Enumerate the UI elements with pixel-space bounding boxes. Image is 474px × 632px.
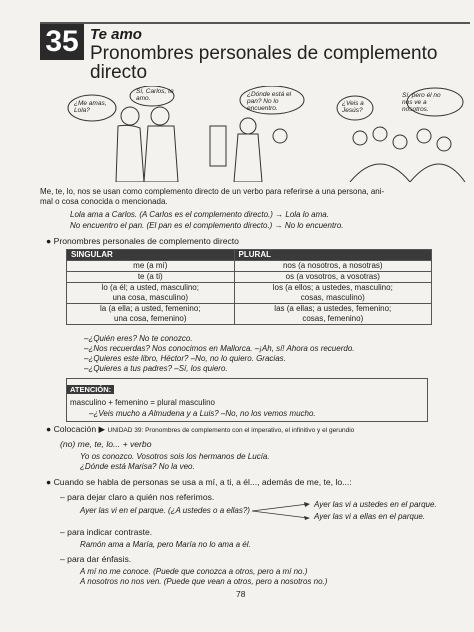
- example-2b: No lo encuentro.: [284, 221, 344, 230]
- table-cell: lo (a él; a usted, masculino; una cosa, masculino): [67, 283, 235, 304]
- example-line: A mí no me conoce. (Puede que conozca a otros, pero a mí no.): [80, 567, 308, 576]
- intro-example-2: [70, 221, 344, 231]
- table-cell: los (a ellos; a ustedes, masculino; cosas, masculino): [234, 283, 431, 304]
- bubble-text-3: ¿Dónde está el pan? No lo encuentro.: [247, 91, 292, 112]
- table-row: [67, 304, 432, 325]
- colocacion-examples: [80, 452, 270, 472]
- bullet-icon: ●: [46, 424, 52, 434]
- intro-line-1: Me, te, lo, nos se usan como complemento directo de un verbo para referirse a una persona, ani-: [40, 187, 385, 196]
- sub-point-2: – para indicar contraste.: [60, 527, 153, 537]
- table-cell: nos (a nosotros, a nosotras): [234, 261, 431, 272]
- person-body: [234, 134, 262, 182]
- unit-number: 35: [40, 24, 84, 60]
- person-head: [240, 118, 256, 134]
- colocacion-reference[interactable]: UNIDAD 39: Pronombres de complemento con el imperativo, el infinitivo y el gerundio: [107, 427, 355, 434]
- table-cell: me (a mí): [67, 261, 235, 272]
- intro-line-2: mal o cosa conocida o mencionada.: [40, 197, 168, 206]
- sub-point-3: – para dar énfasis.: [60, 554, 132, 564]
- unit-title-italic: Te amo: [90, 26, 142, 43]
- branch-arrows: [250, 500, 312, 522]
- man-head: [151, 107, 169, 125]
- section-1-examples: [84, 334, 355, 374]
- colocacion-formula: (no) me, te, lo... + verbo: [60, 439, 152, 449]
- man-body: [144, 126, 178, 182]
- intro-example-1: [70, 210, 329, 220]
- table-cell: os (a vosotros, a vosotras): [234, 272, 431, 283]
- example-line: ¿Dónde está Marisa? No la veo.: [80, 462, 195, 471]
- table-row: [67, 261, 432, 272]
- example-line: –¿Quieres a tus padres? –Sí, los quiero.: [84, 364, 228, 373]
- pointer-icon: ▶: [98, 424, 106, 434]
- example-line: A nosotros no nos ven. (Puede que vean a otros, pero a nosotros no.): [80, 577, 328, 586]
- table-row: [67, 283, 432, 304]
- plural-header: PLURAL: [234, 250, 431, 261]
- example-1b: Lola lo ama.: [285, 210, 329, 219]
- section-3-title: Cuando se habla de personas se usa a mí, a ti, a él..., además de me, te, lo...:: [53, 477, 352, 487]
- table-row: [67, 272, 432, 283]
- atencion-rule: masculino + femenino = plural masculino: [70, 398, 215, 407]
- table-cell: te (a ti): [67, 272, 235, 283]
- arrow-icon: →: [274, 221, 283, 230]
- sub-point-1: – para dejar claro a quién nos referimos.: [60, 492, 215, 502]
- option-2: Ayer las vi a ellas en el parque.: [314, 512, 426, 521]
- pronoun-table: [66, 249, 432, 325]
- woman-body: [116, 125, 144, 182]
- atencion-label: ATENCIÓN:: [67, 385, 114, 394]
- bullet-icon: ●: [46, 477, 52, 487]
- section-1-heading: [46, 236, 239, 246]
- example-2a: No encuentro el pan. (El pan es el complemento directo.): [70, 221, 273, 230]
- sub-point-1-example: Ayer las vi en el parque. (¿A ustedes o a ellas?): [80, 506, 250, 515]
- top-rule: [40, 22, 470, 24]
- unit-title: [90, 44, 437, 82]
- sub-point-2-example: Ramón ama a María, pero María no lo ama a él.: [80, 540, 251, 549]
- example-line: –¿Nos recuerdas? Nos conocimos en Mallorca. –¡Ah, sí! Ahora os recuerdo.: [84, 344, 355, 353]
- colocacion-title: Colocación: [53, 424, 97, 434]
- arrow-icon: →: [275, 210, 284, 219]
- table-cell: las (a ellas; a ustedes, femenino; cosas, femenino): [234, 304, 431, 325]
- example-1a: Lola ama a Carlos. (A Carlos es el complemento directo.): [70, 210, 273, 219]
- colocacion-heading: [46, 424, 354, 436]
- example-line: –¿Quién eres? No te conozco.: [84, 334, 193, 343]
- option-1: Ayer las vi a ustedes en el parque.: [314, 500, 437, 509]
- page-number: 78: [236, 589, 246, 599]
- bullet-icon: ●: [46, 236, 52, 246]
- section-1-title: Pronombres personales de complemento directo: [53, 236, 239, 246]
- singular-header: SINGULAR: [67, 250, 235, 261]
- woman-head: [121, 107, 139, 125]
- bubble-text-4: ¿Veis a Jesús?: [342, 100, 364, 114]
- bubble-text-5: Sí, pero él no nos ve a nosotros.: [402, 92, 441, 113]
- example-line: –¿Quieres este libro, Héctor? –No, no lo quiero. Gracias.: [84, 354, 286, 363]
- atencion-box: [66, 378, 428, 422]
- example-line: Yo os conozco. Vosotros sois los hermanos de Lucía.: [80, 452, 270, 461]
- cat: [273, 129, 287, 143]
- intro-paragraph: [40, 187, 470, 207]
- title-line-1: Pronombres personales de complemento: [90, 43, 438, 64]
- fridge: [210, 126, 226, 166]
- bubble-text-1: Sí, Carlos, te amo.: [136, 88, 174, 102]
- sub-point-3-examples: [80, 567, 327, 587]
- title-line-2: directo: [90, 62, 148, 83]
- section-3-heading: [46, 477, 352, 487]
- atencion-example: –¿Veis mucho a Almudena y a Luis? –No, no los vemos mucho.: [89, 409, 316, 418]
- table-cell: la (a ella; a usted, femenino; una cosa, femenino): [67, 304, 235, 325]
- bubble-text-2: ¿Me amas, Lola?: [74, 100, 107, 114]
